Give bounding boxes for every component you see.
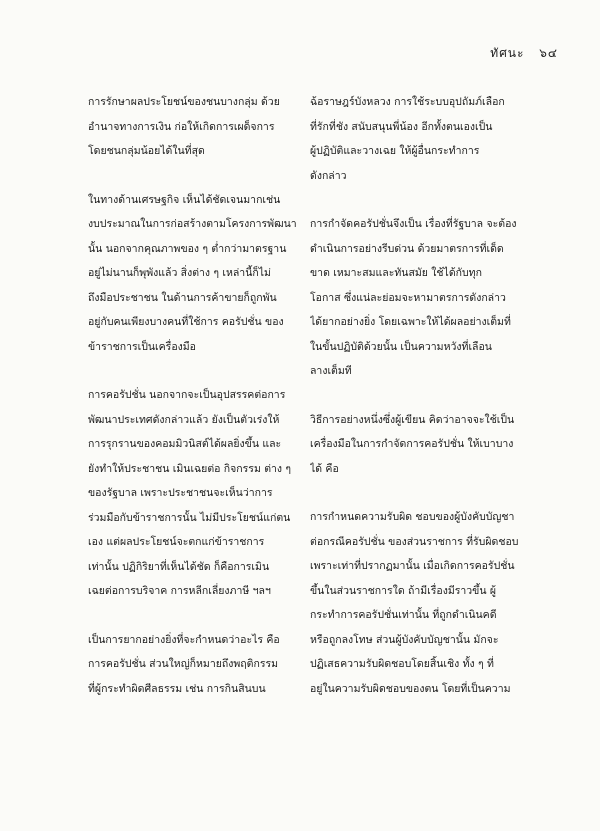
text-line: ฉ้อราษฎร์บังหลวง การใช้ระบบอุปถัมภ์เลือก xyxy=(310,96,505,108)
text-line: ร่วมมือกับข้าราชการนั้น ไม่มีประโยชน์แก่ตน xyxy=(88,511,291,524)
paragraph xyxy=(88,383,320,604)
paragraph xyxy=(310,408,550,482)
text-line: ที่ผู้กระทำผิดศีลธรรม เช่น การกินสินบน xyxy=(88,682,266,695)
text-line: ขาด เหมาะสมและทันสมัย ใช้ได้กับทุก xyxy=(310,267,482,279)
text-line: การรักษาผลประโยชน์ของชนบางกลุ่ม ด้วย xyxy=(88,96,280,108)
text-line: ข้าราชการเป็นเครื่องมือ xyxy=(88,340,196,353)
text-line: โอกาส ซึ่งแน่ละย่อมจะหามาตรการดังกล่าว xyxy=(310,291,506,304)
text-line: อำนาจทางการเงิน ก่อให้เกิดการเผด็จการ xyxy=(88,120,275,133)
text-line: อยู่ไม่นานก็พุพังแล้ว สิ่งต่าง ๆ เหล่านี้ก็ไม่ xyxy=(88,267,271,279)
text-line: ได้ยากอย่างยิ่ง โดยเฉพาะให้ได้ผลอย่างเต็มที่ xyxy=(310,316,511,328)
text-line: อยู่กับคนเพียงบางคนที่ใช้การ คอรัปชั่น ของ xyxy=(88,316,284,328)
text-line: เฉยต่อการบริจาค การหลีกเลี่ยงภาษี ฯลฯ xyxy=(88,585,271,597)
paragraph xyxy=(310,212,550,384)
text-line: วิธีการอย่างหนึ่งซึ่งผู้เขียน คิดว่าอาจจะใช้เป็น xyxy=(310,413,515,426)
text-line: เป็นการยากอย่างยิ่งที่จะกำหนดว่าอะไร คือ xyxy=(88,633,280,646)
text-line: ดำเนินการอย่างรีบด่วน ด้วยมาตรการที่เด็ด xyxy=(310,242,504,255)
text-line: อยู่ในความรับผิดชอบของตน โดยที่เป็นความ xyxy=(310,682,511,695)
paragraph xyxy=(88,628,320,702)
text-line: ยังทำให้ประชาชน เมินเฉยต่อ กิจกรรม ต่าง ๆ xyxy=(88,462,292,475)
paragraph xyxy=(88,90,320,164)
text-line: ของรัฐบาล เพราะประชาชนจะเห็นว่าการ xyxy=(88,487,273,499)
page-header xyxy=(480,44,558,63)
text-line: เท่านั้น ปฏิกิริยาที่เห็นได้ชัด ก็คือการเมิน xyxy=(88,560,270,573)
text-line: หรือถูกลงโทษ ส่วนผู้บังคับบัญชานั้น มักจะ xyxy=(310,633,499,646)
text-line: กระทำการคอรัปชั่นเท่านั้น ที่ถูกดำเนินคดี xyxy=(310,609,497,621)
text-line: ถึงมือประชาชน ในด้านการค้าขายก็ถูกพัน xyxy=(88,291,277,304)
text-line: การคอรัปชั่น นอกจากจะเป็นอุปสรรคต่อการ xyxy=(88,389,286,401)
paragraph xyxy=(88,188,320,360)
text-line: เครื่องมือในการกำจัดการคอรัปชั่น ให้เบาบาง xyxy=(310,438,514,450)
paragraph xyxy=(310,90,550,188)
text-line: โดยชนกลุ่มน้อยได้ในที่สุด xyxy=(88,145,205,157)
right-column xyxy=(310,90,550,725)
text-line: การรุกรานของคอมมิวนิสต์ได้ผลยิ่งขึ้น และ xyxy=(88,438,282,450)
text-line: ผู้ปฏิบัติและวางเฉย ให้ผู้อื่นกระทำการ xyxy=(310,145,480,157)
text-line: นั้น นอกจากคุณภาพของ ๆ ต่ำกว่ามาตรฐาน xyxy=(88,242,287,255)
text-line: การคอรัปชั่น ส่วนใหญ่ก็หมายถึงพฤติกรรม xyxy=(88,658,279,670)
text-line: ที่รักที่ชัง สนับสนุนพี่น้อง อีกทั้งตนเองเป็น xyxy=(310,120,493,133)
paragraph xyxy=(310,505,550,701)
text-line: ปฏิเสธความรับผิดชอบโดยสิ้นเชิง ทั้ง ๆ ที่ xyxy=(310,658,494,670)
page-number: ๖๔ xyxy=(539,46,558,60)
text-line: ขึ้นในส่วนราชการใด ถ้ามีเรื่องมีราวขึ้น ผู้ xyxy=(310,584,497,597)
text-line: การกำจัดคอรัปชั่นจึงเป็น เรื่องที่รัฐบาล จะต้อง xyxy=(310,218,517,230)
text-line: ได้ คือ xyxy=(310,462,339,475)
text-line: งบประมาณในการก่อสร้างตามโครงการพัฒนา xyxy=(88,218,297,230)
text-line: เอง แต่ผลประโยชน์จะตกแก่ข้าราชการ xyxy=(88,536,265,548)
text-line: ในขั้นปฏิบัติด้วยนั้น เป็นความหวังที่เลือน xyxy=(310,340,492,353)
text-line: ในทางด้านเศรษฐกิจ เห็นได้ชัดเจนมากเช่น xyxy=(88,193,281,206)
text-line: การกำหนดความรับผิด ชอบของผู้บังคับบัญชา xyxy=(310,511,515,523)
left-column xyxy=(88,90,320,725)
text-line: เพราะเท่าที่ปรากฏมานั้น เมื่อเกิดการคอรัปชั่น xyxy=(310,560,515,572)
text-line: ดังกล่าว xyxy=(310,169,347,182)
text-line: ต่อกรณีคอรัปชั่น ของส่วนราชการ ที่รับผิดชอบ xyxy=(310,535,519,548)
text-line: ลางเต็มที xyxy=(310,365,352,377)
section-title: ทัศนะ xyxy=(490,46,525,60)
text-line: พัฒนาประเทศดังกล่าวแล้ว ยังเป็นตัวเร่งให้ xyxy=(88,413,280,426)
